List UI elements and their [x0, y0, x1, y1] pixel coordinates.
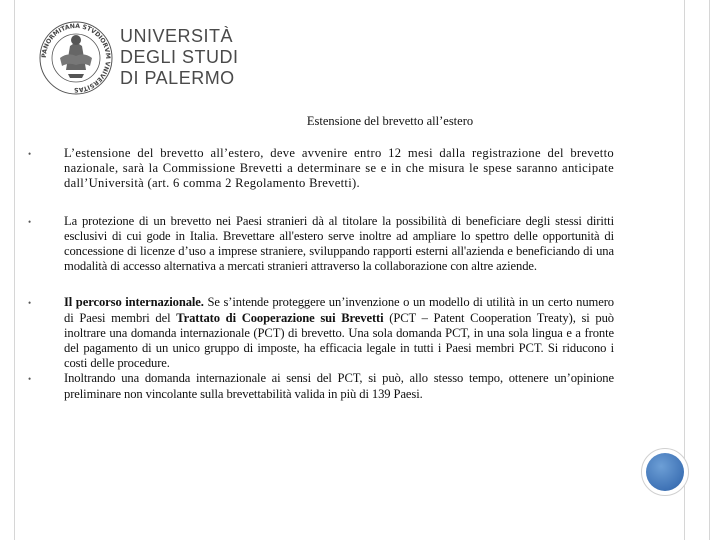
bullet-item	[28, 214, 614, 275]
bullet-text: Inoltrando una domanda internazionale ai sensi del PCT, si può, allo stesso tempo, ottenere un’opinione preliminare non vincolante sulla brevettabilità valida in più di 139 Paesi.	[64, 371, 614, 401]
bullet-text: La protezione di un brevetto nei Paesi stranieri dà al titolare la possibilità di beneficiare degli stessi diritti esclusivi di cui gode in Italia. Brevettare all'estero serve inoltre ad ampliare lo spettro delle opportunità di concessione di licenze d’uso a imprese straniere, sviluppando rapporti esterni all'azienda e beneficiando di una modalità di accesso alternativa a mercati stranieri attraverso la collaborazione con altre aziende.	[64, 213, 614, 274]
bullet-icon: •	[28, 216, 32, 227]
bold-heading: Il percorso internazionale.	[64, 295, 204, 310]
bullet-text-part: Se s’intende proteggere un’invenzione o un modello di utilità in un certo numero di Paesi membri del	[64, 295, 614, 325]
university-name	[120, 26, 239, 89]
slide-frame-left	[14, 0, 15, 540]
bullet-icon: •	[28, 374, 32, 385]
decorative-circle	[646, 453, 684, 491]
university-logo	[36, 18, 239, 98]
bullet-text	[64, 295, 614, 371]
bullet-item	[28, 295, 614, 371]
logo-line-2: DEGLI STUDI	[120, 47, 239, 67]
logo-line-1: UNIVERSITÀ	[120, 26, 234, 46]
bullet-item	[28, 146, 614, 192]
bold-term: Trattato di Cooperazione sui Brevetti	[176, 310, 384, 325]
bullet-item	[28, 371, 614, 401]
bullet-icon: •	[28, 298, 32, 309]
slide-title: Estensione del brevetto all’estero	[306, 114, 474, 128]
bullet-icon: •	[28, 149, 32, 159]
university-seal-icon	[36, 18, 116, 98]
bullet-text: L’estensione del brevetto all’estero, deve avvenire entro 12 mesi dalla registrazione del brevetto nazionale, sarà la Commissione Brevetti a determinare se e in che misura le spese saranno anticipate dall’Università (art. 6 comma 2 Regolamento Brevetti).	[64, 146, 614, 191]
slide-frame-right	[684, 0, 710, 540]
bullet-text-part: (PCT – Patent Cooperation Treaty), si può inoltrare una domanda internazionale (PCT) di brevetto. Una sola domanda PCT, in una sola lingua e a fronte del pagamento di un unico gruppo di imposte, ha efficacia legale in tutti i Paesi membri PCT. Si riducono i costi delle procedure.	[64, 310, 614, 371]
svg-text:PANORMITANA STVDIORVM VNIVERSI: PANORMITANA STVDIORVM VNIVERSITAS	[40, 22, 112, 94]
bullet-list	[28, 146, 614, 402]
logo-line-3: DI PALERMO	[120, 68, 235, 88]
